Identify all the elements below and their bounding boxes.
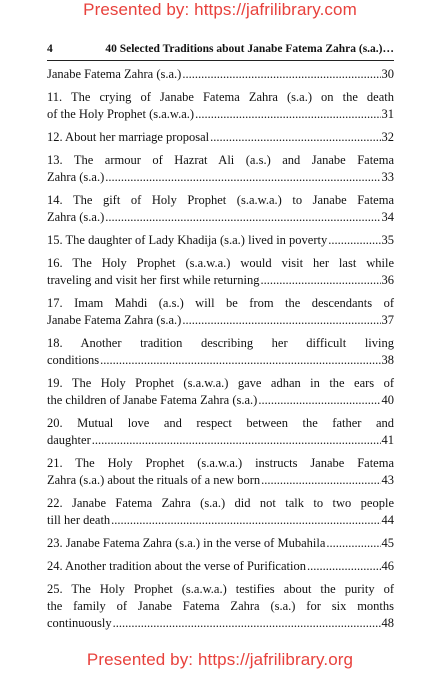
- toc-entry-last-line: [47, 106, 394, 123]
- toc-entry-last-line: [47, 312, 394, 329]
- toc-entry[interactable]: [47, 535, 394, 552]
- toc-page-number: 37: [381, 313, 394, 327]
- toc-entry-title: Zahra (s.a.): [47, 170, 105, 184]
- toc-entry-last-line: [47, 232, 394, 249]
- toc-entry[interactable]: [47, 129, 394, 146]
- dot-leader: [326, 535, 380, 552]
- toc-entry[interactable]: [47, 495, 394, 529]
- toc-entry-title: daughter: [47, 433, 91, 447]
- toc-page-number: 43: [381, 473, 394, 487]
- toc-entry-last-line: [47, 512, 394, 529]
- toc-entry-title: Janabe Fatema Zahra (s.a.): [47, 313, 182, 327]
- toc-entry[interactable]: [47, 192, 394, 226]
- running-header: [47, 40, 394, 61]
- dot-leader: [182, 66, 380, 83]
- toc-page-number: 44: [381, 513, 394, 527]
- toc-entry-last-line: [47, 272, 394, 289]
- toc-entry[interactable]: [47, 152, 394, 186]
- dot-leader: [195, 106, 380, 123]
- toc-entry-title: Zahra (s.a.): [47, 210, 105, 224]
- dot-leader: [182, 312, 380, 329]
- toc-entry-last-line: [47, 129, 394, 146]
- dot-leader: [105, 169, 380, 186]
- toc-entry[interactable]: [47, 255, 394, 289]
- dot-leader: [260, 272, 380, 289]
- toc-entry-title: conditions: [47, 353, 100, 367]
- dot-leader: [210, 129, 380, 146]
- dot-leader: [105, 209, 380, 226]
- dot-leader: [113, 615, 381, 632]
- toc-page-number: 32: [381, 130, 394, 144]
- toc-entry-last-line: [47, 66, 394, 83]
- toc-entry-title: of the Holy Prophet (s.a.w.a.): [47, 107, 195, 121]
- toc-page-number: 33: [381, 170, 394, 184]
- toc-entry-title: the children of Janabe Fatema Zahra (s.a.): [47, 393, 258, 407]
- toc-entry-last-line: [47, 535, 394, 552]
- toc-page-number: 41: [381, 433, 394, 447]
- toc-entry-title: 24. Another tradition about the verse of Purification: [47, 559, 306, 573]
- toc-entry[interactable]: [47, 415, 394, 449]
- toc-page-number: 38: [381, 353, 394, 367]
- toc-entry[interactable]: [47, 66, 394, 83]
- toc-entry-title: 12. About her marriage proposal: [47, 130, 210, 144]
- toc-page-number: 31: [381, 107, 394, 121]
- toc-page-number: 30: [381, 67, 394, 81]
- toc-entry-last-line: [47, 432, 394, 449]
- toc-entry-line: 13. The armour of Hazrat Ali (a.s.) and Janabe Fatema: [47, 153, 394, 167]
- toc-page-number: 35: [381, 233, 394, 247]
- page-number: 4: [47, 43, 53, 55]
- toc-entry-title: Janabe Fatema Zahra (s.a.): [47, 67, 182, 81]
- dot-leader: [258, 392, 380, 409]
- watermark-top: Presented by: https://jafrilibrary.com: [83, 0, 357, 19]
- toc-entry-line: 20. Mutual love and respect between the father and: [47, 416, 394, 430]
- toc-page-number: 34: [381, 210, 394, 224]
- dot-leader: [307, 558, 381, 575]
- running-title: 40 Selected Traditions about Janabe Fatema Zahra (s.a.)…: [105, 43, 394, 55]
- toc-entry[interactable]: [47, 335, 394, 369]
- toc-entry-title: Zahra (s.a.) about the rituals of a new born: [47, 473, 261, 487]
- toc-entry[interactable]: [47, 89, 394, 123]
- toc-page-number: 48: [381, 616, 394, 630]
- toc-entry-last-line: [47, 169, 394, 186]
- toc-entry-title: continuously: [47, 616, 112, 630]
- watermark-bottom: Presented by: https://jafrilibrary.org: [86, 650, 354, 669]
- toc-entry-last-line: [47, 209, 394, 226]
- dot-leader: [100, 352, 380, 369]
- dot-leader: [261, 472, 380, 489]
- toc-entry[interactable]: [47, 455, 394, 489]
- toc-entry-last-line: [47, 615, 394, 632]
- toc-page-number: 46: [381, 559, 394, 573]
- toc-entry-line: 19. The Holy Prophet (s.a.w.a.) gave adhan in the ears of: [47, 376, 394, 390]
- table-of-contents: [47, 66, 394, 638]
- toc-page-number: 40: [381, 393, 394, 407]
- toc-entry-title: traveling and visit her first while returning: [47, 273, 260, 287]
- toc-entry-line: 14. The gift of Holy Prophet (s.a.w.a.) to Janabe Fatema: [47, 193, 394, 207]
- dot-leader: [328, 232, 380, 249]
- toc-entry[interactable]: [47, 375, 394, 409]
- toc-entry[interactable]: [47, 232, 394, 249]
- toc-entry-line: 11. The crying of Janabe Fatema Zahra (s.a.) on the death: [47, 90, 394, 104]
- toc-entry-line: 16. The Holy Prophet (s.a.w.a.) would visit her last while: [47, 256, 394, 270]
- toc-entry-last-line: [47, 558, 394, 575]
- toc-entry-last-line: [47, 472, 394, 489]
- toc-entry-line: 25. The Holy Prophet (s.a.w.a.) testifies about the purity of: [47, 582, 394, 596]
- toc-entry-last-line: [47, 392, 394, 409]
- toc-entry[interactable]: [47, 295, 394, 329]
- toc-entry-line: the family of Janabe Fatema Zahra (s.a.) for six months: [47, 599, 394, 613]
- toc-entry-line: 22. Janabe Fatema Zahra (s.a.) did not talk to two people: [47, 496, 394, 510]
- toc-page-number: 45: [381, 536, 394, 550]
- dot-leader: [92, 432, 381, 449]
- toc-entry[interactable]: [47, 581, 394, 632]
- toc-page-number: 36: [381, 273, 394, 287]
- dot-leader: [111, 512, 380, 529]
- toc-entry-title: till her death: [47, 513, 111, 527]
- toc-entry-line: 17. Imam Mahdi (a.s.) will be from the descendants of: [47, 296, 394, 310]
- toc-entry-title: 23. Janabe Fatema Zahra (s.a.) in the verse of Mubahila: [47, 536, 326, 550]
- toc-entry-line: 18. Another tradition describing her difficult living: [47, 336, 394, 350]
- toc-entry-title: 15. The daughter of Lady Khadija (s.a.) lived in poverty: [47, 233, 328, 247]
- toc-entry[interactable]: [47, 558, 394, 575]
- toc-entry-last-line: [47, 352, 394, 369]
- toc-entry-line: 21. The Holy Prophet (s.a.w.a.) instructs Janabe Fatema: [47, 456, 394, 470]
